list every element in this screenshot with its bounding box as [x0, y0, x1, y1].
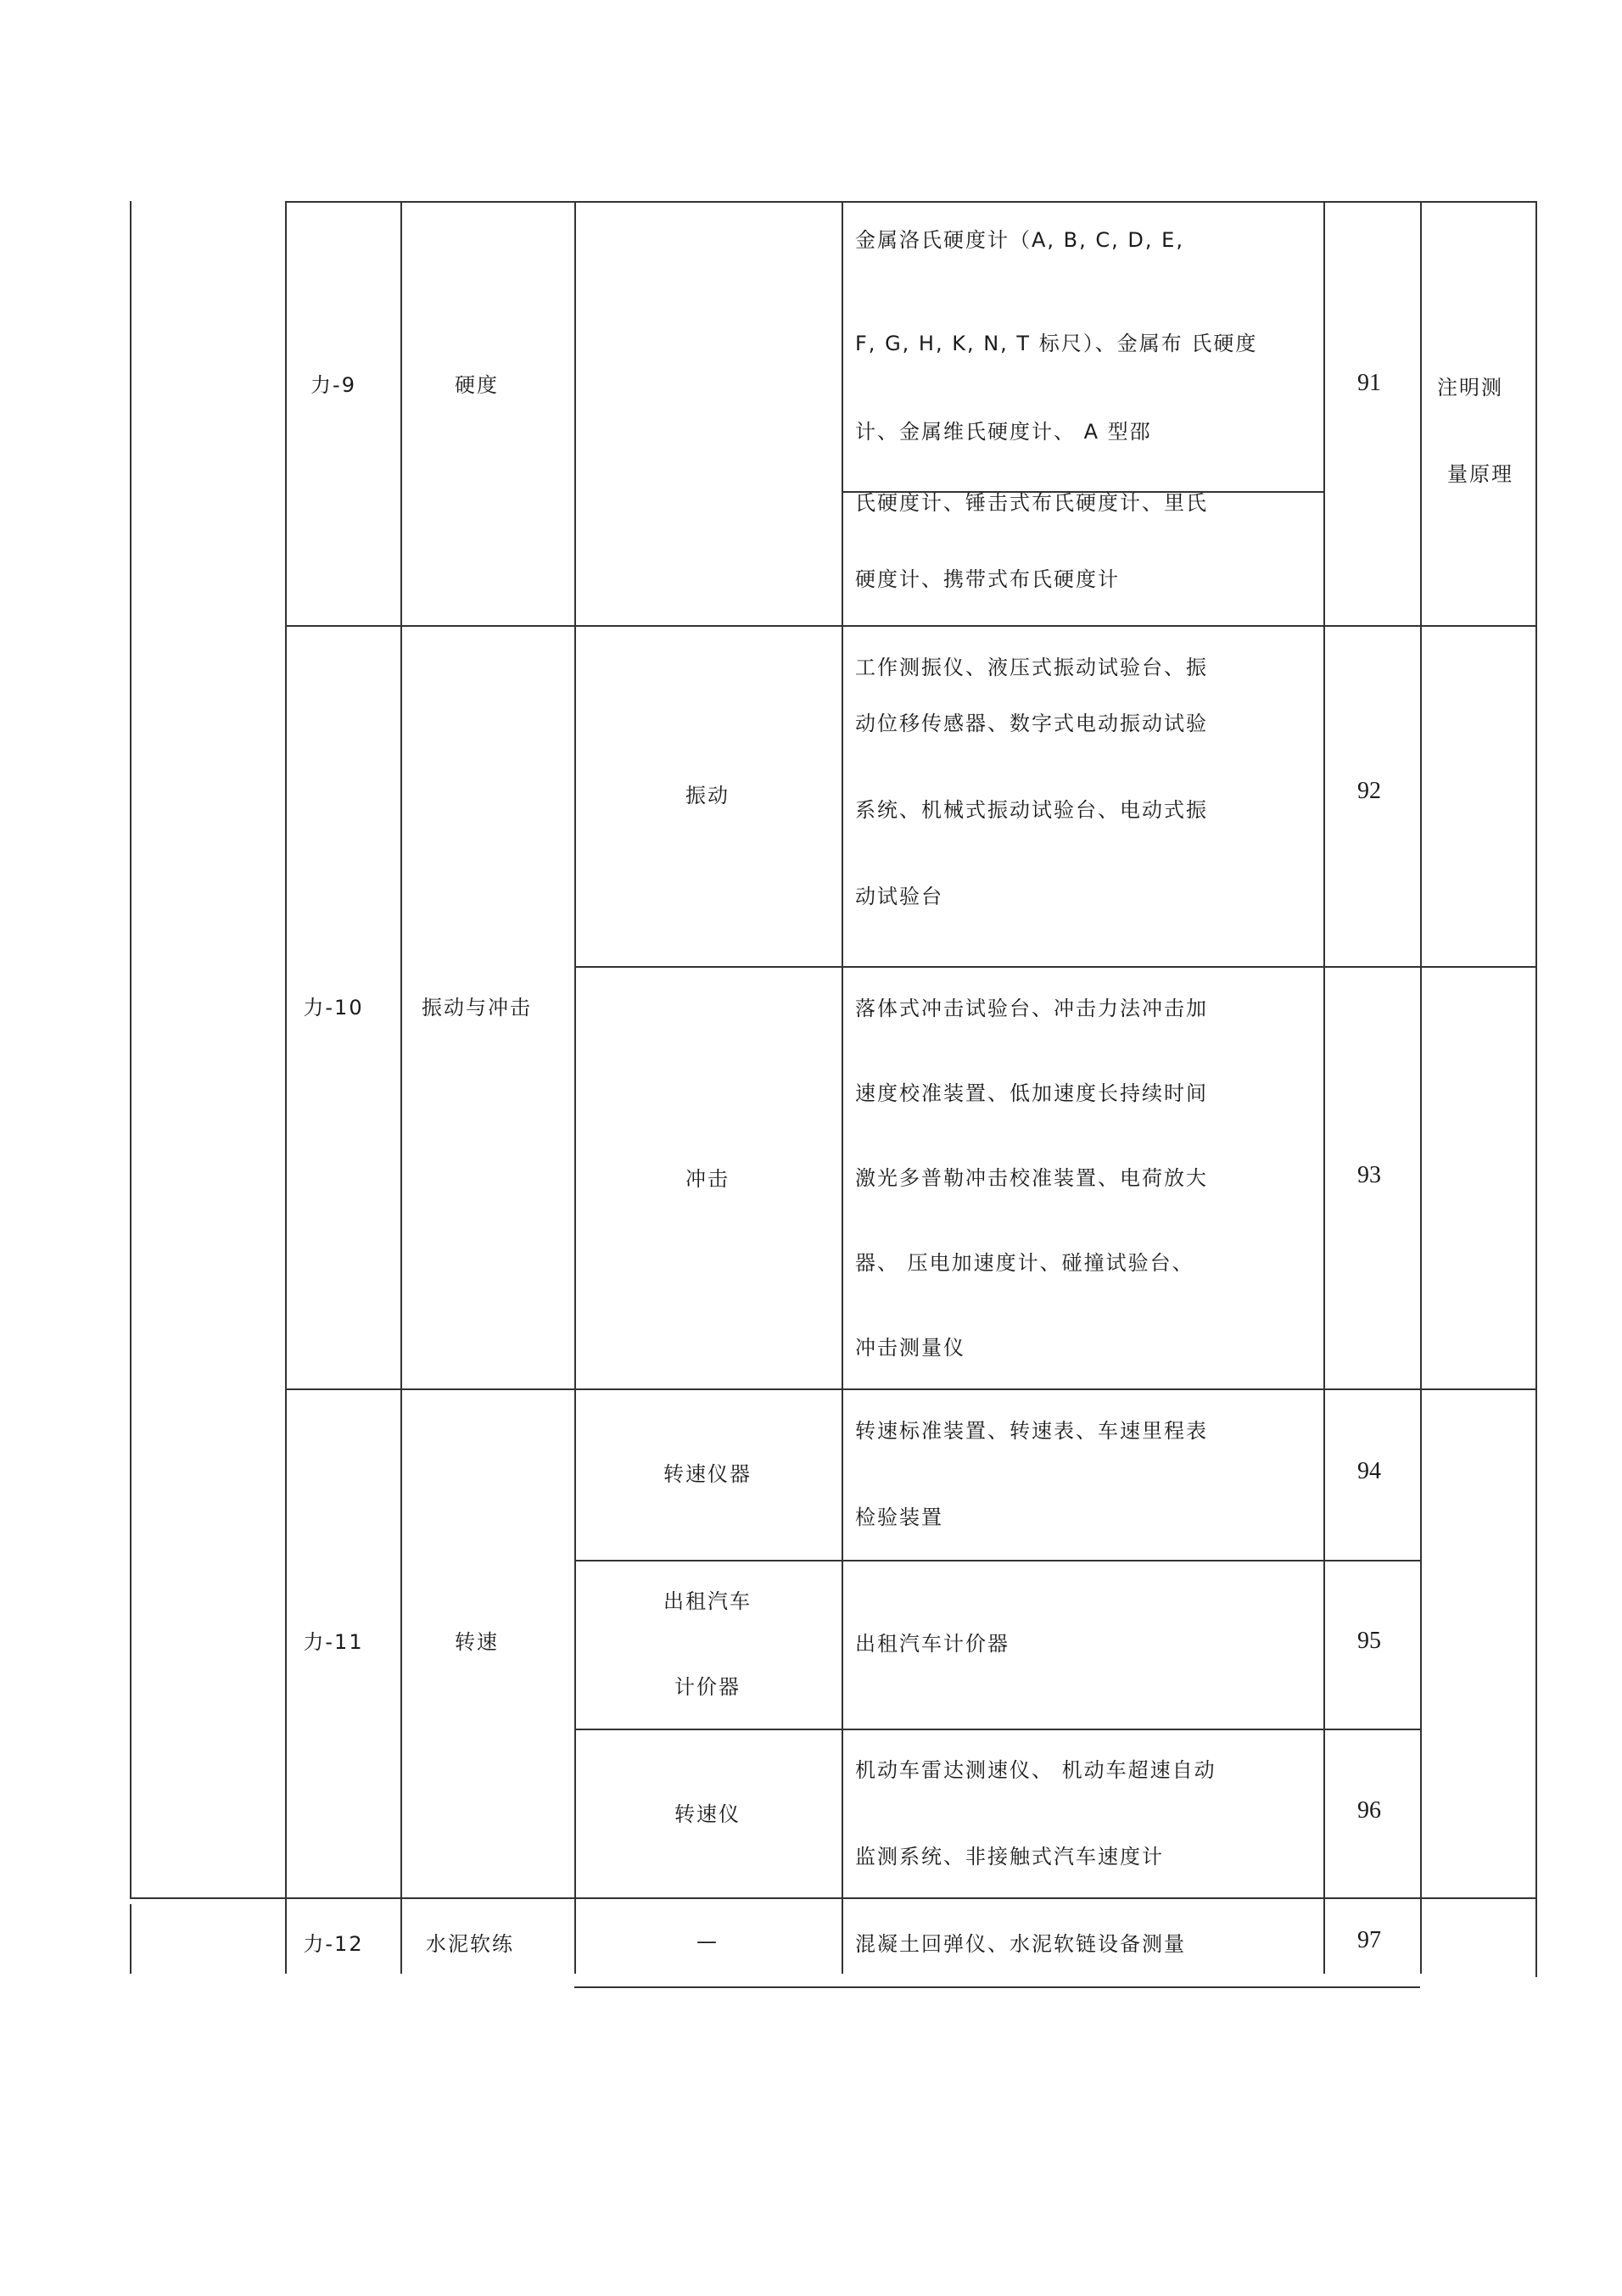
row-desc-line: 冲击测量仪: [855, 1336, 965, 1360]
row-desc-line: 金属洛氏硬度计（A, B, C, D, E,: [855, 228, 1184, 252]
row-code: 力-10: [303, 996, 364, 1020]
row-note: 注明测: [1437, 376, 1503, 399]
row-code: 力-9: [310, 373, 356, 397]
row-number: 96: [1357, 1797, 1381, 1824]
row-line-10-11: [285, 1388, 1537, 1390]
row-desc-line: 监测系统、非接触式汽车速度计: [855, 1845, 1164, 1869]
row-desc-line: 动位移传感器、数字式电动振动试验: [855, 712, 1208, 735]
column-divider-sub: [574, 201, 576, 1974]
row-note: 量原理: [1447, 462, 1513, 486]
row-desc-line: 工作测振仪、液压式振动试验台、振: [855, 656, 1208, 679]
row-desc-line: 动试验台: [855, 885, 943, 908]
row-number: 97: [1357, 1927, 1381, 1953]
row-number: 92: [1357, 778, 1381, 804]
row-code: 力-11: [303, 1630, 364, 1654]
table-border-left: [130, 201, 131, 1897]
row-sub-item: 转速仪器: [663, 1462, 752, 1486]
row-line-vib-imp: [574, 966, 1537, 968]
row-desc-line: 速度校准装置、低加速度长持续时间: [855, 1081, 1208, 1105]
row-item: 转速: [455, 1630, 499, 1654]
row-desc-line: 硬度计、携带式布氏硬度计: [855, 567, 1120, 591]
row-desc-line: 检验装置: [855, 1506, 943, 1529]
column-divider-desc: [842, 201, 843, 1974]
row-line-11-12: [130, 1897, 1537, 1899]
row-sub-item: —: [696, 1930, 719, 1953]
row-desc-line: 落体式冲击试验台、冲击力法冲击加: [855, 997, 1208, 1020]
row-desc-line: 器、 压电加速度计、碰撞试验台、: [855, 1251, 1194, 1275]
row-item: 水泥软练: [426, 1932, 514, 1956]
column-divider-no: [1323, 201, 1325, 1974]
row-sub-item: 转速仪: [674, 1802, 741, 1826]
row-number: 94: [1357, 1458, 1381, 1484]
row-line-9-10: [285, 625, 1537, 627]
row-desc-line: 转速标准装置、转速表、车速里程表: [855, 1419, 1208, 1443]
row-desc-line: 计、金属维氏硬度计、 A 型邵: [855, 420, 1152, 444]
row-desc-line: 机动车雷达测速仪、 机动车超速自动: [855, 1758, 1216, 1782]
row-desc-line: 氏硬度计、锤击式布氏硬度计、里氏: [855, 491, 1208, 515]
row-desc-line: 出租汽车计价器: [855, 1632, 1010, 1656]
column-divider-item: [400, 201, 402, 1974]
row-desc-line: 系统、机械式振动试验台、电动式振: [855, 798, 1208, 822]
row-number: 93: [1357, 1162, 1381, 1188]
table-border-left-lower: [130, 1904, 131, 1974]
row-line-top: [285, 201, 1537, 203]
row-item: 硬度: [455, 373, 499, 397]
row-sub-item: 计价器: [674, 1675, 741, 1699]
row-number: 91: [1357, 370, 1381, 396]
row-item: 振动与冲击: [422, 996, 532, 1020]
row-line-bottom: [574, 1986, 1420, 1988]
row-code: 力-12: [303, 1932, 364, 1956]
row-line-11b: [574, 1729, 1420, 1730]
row-desc-line: F, G, H, K, N, T 标尺）、金属布 氏硬度: [855, 332, 1258, 355]
row-line-11a: [574, 1560, 1420, 1561]
row-sub-item: 振动: [685, 784, 730, 807]
row-desc-line: 混凝土回弹仪、水泥软链设备测量: [855, 1932, 1186, 1956]
column-divider-note: [1420, 201, 1422, 1974]
column-divider-code: [285, 201, 287, 1974]
row-number: 95: [1357, 1628, 1381, 1654]
row-sub-item: 冲击: [685, 1167, 730, 1191]
row-sub-item: 出租汽车: [663, 1589, 752, 1613]
row-desc-line: 激光多普勒冲击校准装置、电荷放大: [855, 1166, 1208, 1190]
table-border-right: [1535, 201, 1537, 1977]
